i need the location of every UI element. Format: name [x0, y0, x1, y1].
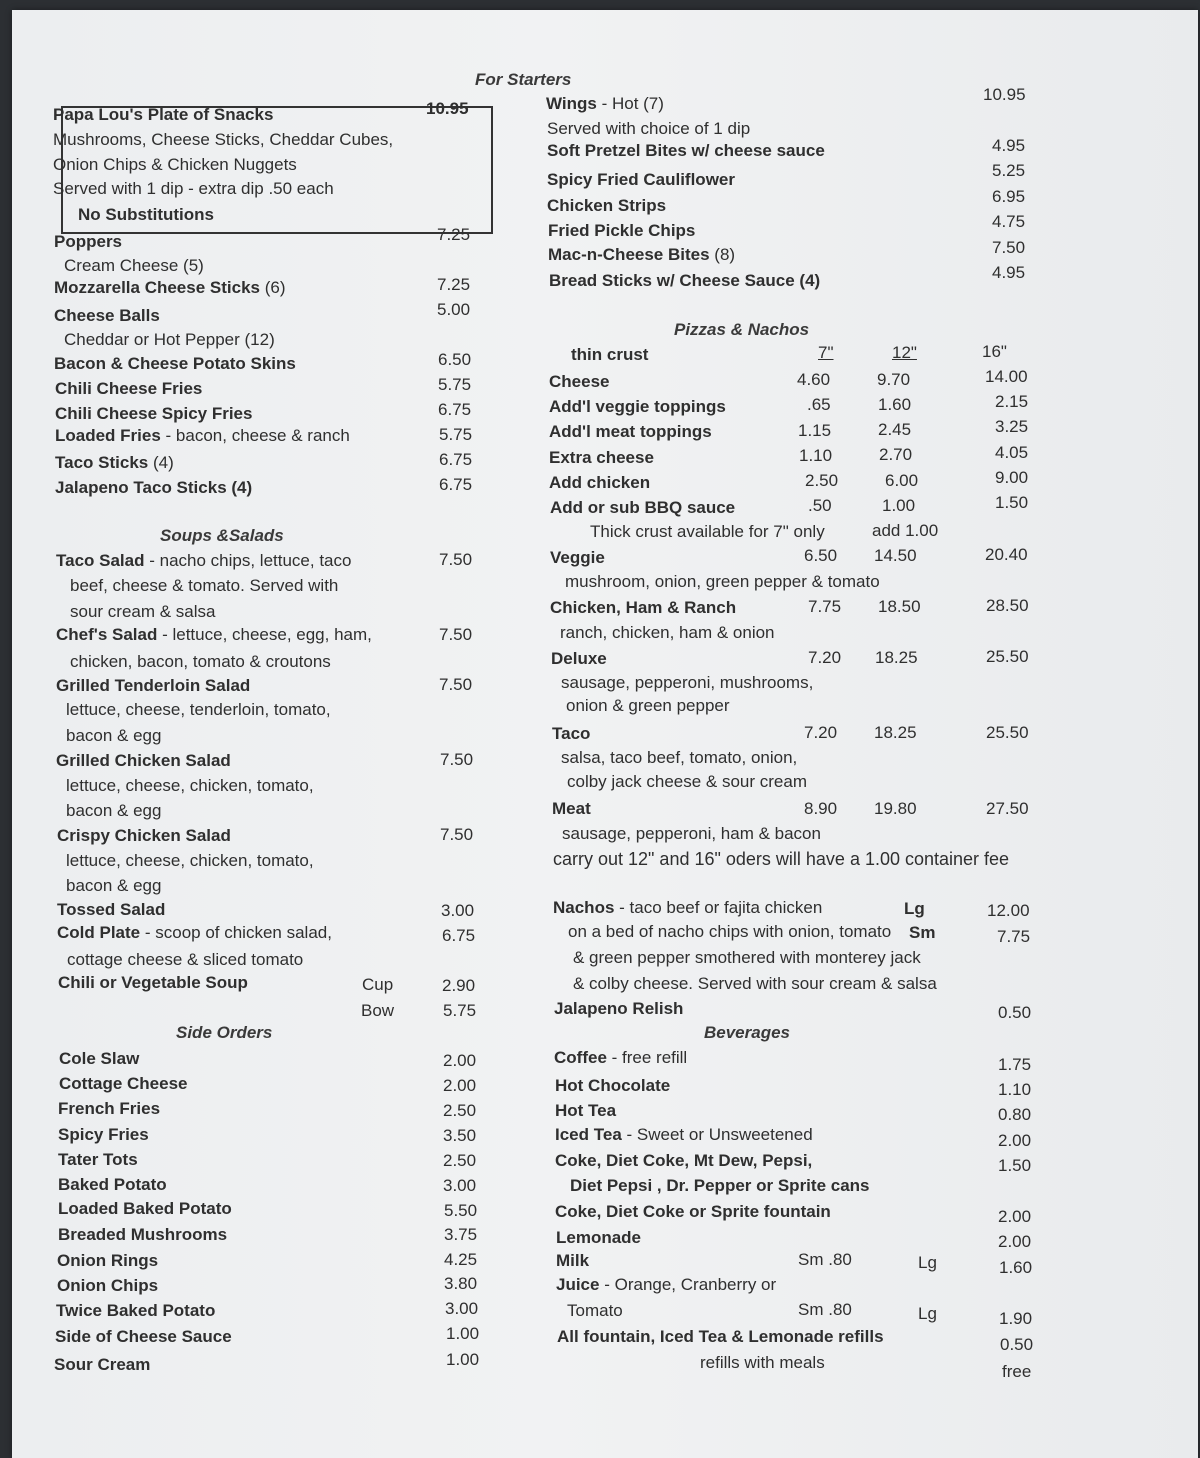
menu-item-price: 7.50 [992, 238, 1026, 257]
pizza-price-16: 25.50 [986, 647, 1029, 666]
salad-desc: bacon & egg [66, 876, 162, 895]
milk-sm-price: Sm .80 [798, 1250, 852, 1269]
nachos-desc: & green pepper smothered with monterey jack [573, 948, 921, 967]
beverage-item: Iced Tea - Sweet or Unsweetened [555, 1125, 813, 1144]
side-item: Cottage Cheese [59, 1074, 188, 1093]
side-orders-heading: Side Orders [176, 1023, 273, 1042]
for-starters-heading: For Starters [475, 70, 572, 89]
specialty-pizza-name: Chicken, Ham & Ranch [550, 598, 737, 617]
salad-price: 7.50 [440, 825, 474, 844]
refills-meals: refills with meals [700, 1353, 825, 1372]
side-price: 2.50 [443, 1151, 477, 1170]
side-price: 3.75 [444, 1225, 478, 1244]
pizza-row-name: Add chicken [549, 473, 651, 492]
menu-item-price: 6.75 [439, 475, 473, 494]
pizza-price-16: 1.50 [995, 493, 1029, 512]
pizza-price-12: 9.70 [877, 370, 911, 389]
salad-name: Crispy Chicken Salad [57, 826, 231, 845]
menu-item-name: Chili Cheese Spicy Fries [55, 404, 253, 423]
menu-item-name: Fried Pickle Chips [548, 221, 696, 240]
menu-item-name: Chicken Strips [547, 196, 667, 215]
combo-desc: Served with 1 dip - extra dip .50 each [53, 179, 334, 198]
pizza-price-12: 6.00 [885, 471, 919, 490]
menu-item-name: Loaded Fries - bacon, cheese & ranch [55, 426, 350, 445]
salad-price: 7.50 [439, 675, 473, 694]
pizza-row-name: Extra cheese [549, 448, 654, 467]
beverage-price: 0.80 [998, 1105, 1032, 1124]
side-item: Spicy Fries [58, 1125, 149, 1144]
pizza-price-16: 14.00 [985, 367, 1028, 386]
specialty-pizza-desc: sausage, pepperoni, mushrooms, [561, 673, 814, 692]
nachos-sm-label: Sm [909, 923, 936, 942]
milk-lg-label: Lg [918, 1253, 937, 1272]
salad-price: 3.00 [441, 901, 475, 920]
beverage-item: Coffee - free refill [554, 1048, 688, 1067]
side-price: 2.00 [443, 1051, 477, 1070]
pizza-price-12: 18.25 [874, 723, 917, 742]
side-item: Twice Baked Potato [56, 1301, 216, 1320]
menu-item-price: 6.50 [438, 350, 472, 369]
pizza-price-7: 7.20 [808, 648, 842, 667]
side-price: 1.00 [446, 1350, 480, 1369]
pizza-price-7: 6.50 [804, 546, 838, 565]
menu-item-price: 10.95 [983, 85, 1026, 104]
menu-item-price: 5.75 [438, 375, 472, 394]
specialty-pizza-desc: ranch, chicken, ham & onion [560, 623, 775, 642]
juice-lg-label: Lg [918, 1304, 937, 1323]
pizza-row-name: Add'l meat toppings [549, 422, 712, 441]
menu-item-name: Taco Sticks (4) [55, 453, 174, 472]
salad-name: Taco Salad - nacho chips, lettuce, taco [56, 551, 352, 570]
side-item: Onion Rings [57, 1251, 159, 1270]
soup-cup-label: Cup [362, 975, 394, 994]
salad-desc: chicken, bacon, tomato & croutons [70, 652, 331, 671]
juice-price: 1.90 [999, 1309, 1033, 1328]
pizza-price-12: 1.00 [882, 496, 916, 515]
nachos-name: Nachos - taco beef or fajita chicken [553, 898, 823, 917]
salad-price: 7.50 [439, 625, 473, 644]
menu-item-price: 7.25 [437, 275, 471, 294]
side-item: Side of Cheese Sauce [55, 1327, 232, 1346]
menu-item-price: 5.75 [439, 425, 473, 444]
salad-price: 7.50 [439, 550, 473, 569]
salad-desc: sour cream & salsa [70, 602, 216, 621]
side-item: Baked Potato [58, 1175, 167, 1194]
beverage-price: 2.00 [998, 1207, 1032, 1226]
side-price: 3.00 [443, 1176, 477, 1195]
menu-item-name: Poppers [54, 232, 123, 251]
side-item: Onion Chips [57, 1276, 159, 1295]
pizza-price-7: 8.90 [804, 799, 838, 818]
beverage-item: Coke, Diet Coke, Mt Dew, Pepsi, [555, 1151, 813, 1170]
specialty-pizza-desc: mushroom, onion, green pepper & tomato [565, 572, 880, 591]
beverage-price: 1.75 [998, 1055, 1032, 1074]
pizza-price-7: .65 [807, 395, 831, 414]
salad-name: Grilled Tenderloin Salad [56, 676, 251, 695]
beverage-price: 2.00 [998, 1232, 1032, 1251]
soup-name: Chili or Vegetable Soup [58, 973, 248, 992]
pizza-price-16: 4.05 [995, 443, 1029, 462]
menu-item-name: Mac-n-Cheese Bites (8) [548, 245, 736, 264]
beverage-item: Coke, Diet Coke or Sprite fountain [555, 1202, 831, 1221]
salad-name: Tossed Salad [57, 900, 166, 919]
salad-desc: beef, cheese & tomato. Served with [70, 576, 339, 595]
side-price: 3.80 [444, 1274, 478, 1293]
juice-desc: Tomato [567, 1301, 623, 1320]
pizza-crust-label: thin crust [571, 345, 649, 364]
specialty-pizza-name: Deluxe [551, 649, 607, 668]
menu-item-price: 6.75 [438, 400, 472, 419]
menu-item-name: Spicy Fried Cauliflower [547, 170, 735, 189]
beverage-item: Lemonade [556, 1228, 642, 1247]
pizza-price-16: 28.50 [986, 596, 1029, 615]
specialty-pizza-name: Veggie [550, 548, 605, 567]
side-item: Cole Slaw [59, 1049, 140, 1068]
carryout-note: carry out 12" and 16" oders will have a 1.00 container fee [553, 849, 1010, 869]
side-item: Breaded Mushrooms [58, 1225, 228, 1244]
pizza-row-name: Add or sub BBQ sauce [550, 498, 736, 517]
size-12-header: 12" [892, 343, 917, 362]
specialty-pizza-name: Taco [552, 724, 591, 743]
salad-name: Grilled Chicken Salad [56, 751, 231, 770]
side-item: Sour Cream [54, 1355, 151, 1374]
pizza-row-name: Cheese [549, 372, 610, 391]
pizza-price-16: 20.40 [985, 545, 1028, 564]
salad-desc: cottage cheese & sliced tomato [67, 950, 304, 969]
nachos-desc: & colby cheese. Served with sour cream & salsa [573, 974, 937, 993]
salad-name: Chef's Salad - lettuce, cheese, egg, ham, [56, 625, 372, 644]
beverage-price: 1.10 [998, 1080, 1032, 1099]
pizza-price-7: 2.50 [805, 471, 839, 490]
refills-meals-price: free [1002, 1362, 1032, 1381]
side-item: Tater Tots [58, 1150, 138, 1169]
side-price: 3.00 [445, 1299, 479, 1318]
salad-desc: bacon & egg [66, 726, 162, 745]
beverage-price: 2.00 [998, 1131, 1032, 1150]
side-price: 2.50 [443, 1101, 477, 1120]
size-16-header: 16" [982, 342, 1007, 361]
nachos-sm-price: 7.75 [997, 927, 1031, 946]
relish-name: Jalapeno Relish [554, 999, 684, 1018]
menu-item-price: 5.00 [437, 300, 471, 319]
salad-price: 6.75 [442, 926, 476, 945]
salad-name: Cold Plate - scoop of chicken salad, [57, 923, 332, 942]
pizza-price-12: 1.60 [878, 395, 912, 414]
menu-item-price: 6.95 [992, 187, 1026, 206]
combo-desc: Onion Chips & Chicken Nuggets [53, 155, 297, 174]
menu-item-desc: Cream Cheese (5) [64, 256, 204, 275]
menu-item-name: Chili Cheese Fries [55, 379, 203, 398]
nachos-desc: on a bed of nacho chips with onion, tomato [568, 922, 892, 941]
pizza-price-16: 25.50 [986, 723, 1029, 742]
side-price: 4.25 [444, 1250, 478, 1269]
side-price: 2.00 [443, 1076, 477, 1095]
specialty-pizza-desc: sausage, pepperoni, ham & bacon [562, 824, 821, 843]
milk-price: 1.60 [999, 1258, 1033, 1277]
menu-item-price: 6.75 [439, 450, 473, 469]
salad-desc: bacon & egg [66, 801, 162, 820]
menu-item-name: Bread Sticks w/ Cheese Sauce (4) [549, 271, 821, 290]
beverage-desc: Diet Pepsi , Dr. Pepper or Sprite cans [570, 1176, 870, 1195]
menu-item-name: Mozzarella Cheese Sticks (6) [54, 278, 286, 297]
pizza-price-16: 27.50 [986, 799, 1029, 818]
pizza-price-7: 1.10 [799, 446, 833, 465]
juice-sm-price: Sm .80 [798, 1300, 852, 1319]
pizza-price-12: 18.25 [875, 648, 918, 667]
side-item: Loaded Baked Potato [58, 1199, 232, 1218]
beverage-item: Hot Tea [555, 1101, 617, 1120]
specialty-pizza-desc: onion & green pepper [566, 696, 730, 715]
thick-crust-note: Thick crust available for 7" only [590, 522, 825, 541]
menu-item-price: 4.95 [992, 136, 1026, 155]
menu-item-name: Jalapeno Taco Sticks (4) [55, 478, 253, 497]
menu-item-price: 4.75 [992, 212, 1026, 231]
menu-item-desc: Cheddar or Hot Pepper (12) [64, 330, 275, 349]
beverage-price: 1.50 [998, 1156, 1032, 1175]
side-item: French Fries [58, 1099, 161, 1118]
pizza-price-16: 9.00 [995, 468, 1029, 487]
specialty-pizza-desc: salsa, taco beef, tomato, onion, [561, 748, 798, 767]
menu-item-price: 7.25 [437, 225, 471, 244]
pizza-price-7: 1.15 [798, 421, 832, 440]
specialty-pizza-desc: colby jack cheese & sour cream [567, 772, 807, 791]
nachos-lg-price: 12.00 [987, 901, 1030, 920]
menu-item-name: Cheese Balls [54, 306, 160, 325]
side-price: 3.50 [443, 1126, 477, 1145]
pizza-price-7: 7.20 [804, 723, 838, 742]
salad-price: 7.50 [440, 750, 474, 769]
thick-crust-price: add 1.00 [872, 521, 939, 540]
pizza-price-7: .50 [808, 496, 832, 515]
pizza-price-12: 2.70 [879, 445, 913, 464]
beverages-heading: Beverages [704, 1023, 791, 1042]
menu-item-price: 4.95 [992, 263, 1026, 282]
specialty-pizza-name: Meat [552, 799, 591, 818]
size-7-header: 7" [818, 343, 834, 362]
side-price: 1.00 [446, 1324, 480, 1343]
soups-salads-heading: Soups &Salads [160, 526, 284, 545]
menu-item-desc: Served with choice of 1 dip [547, 119, 751, 138]
combo-name: Papa Lou's Plate of Snacks [53, 105, 274, 124]
menu-item-price: 5.25 [992, 161, 1026, 180]
soup-bowl-label: Bow [361, 1001, 395, 1020]
pizza-price-12: 14.50 [874, 546, 917, 565]
side-price: 5.50 [444, 1201, 478, 1220]
pizza-price-7: 7.75 [808, 597, 842, 616]
beverage-item: Hot Chocolate [555, 1076, 671, 1095]
pizza-price-7: 4.60 [797, 370, 831, 389]
pizza-price-12: 2.45 [878, 420, 912, 439]
pizza-price-16: 2.15 [995, 392, 1029, 411]
pizza-price-12: 19.80 [874, 799, 917, 818]
refills-item: All fountain, Iced Tea & Lemonade refills [557, 1327, 884, 1346]
nachos-lg-label: Lg [904, 899, 925, 918]
juice-item: Juice - Orange, Cranberry or [556, 1275, 777, 1294]
menu-item-name: Wings - Hot (7) [546, 94, 664, 113]
relish-price: 0.50 [998, 1003, 1032, 1022]
salad-desc: lettuce, cheese, chicken, tomato, [66, 776, 314, 795]
menu-page [12, 10, 1198, 1458]
salad-desc: lettuce, cheese, tenderloin, tomato, [66, 700, 331, 719]
combo-price: 10.95 [426, 99, 469, 118]
pizzas-nachos-heading: Pizzas & Nachos [674, 320, 810, 339]
pizza-price-16: 3.25 [995, 417, 1029, 436]
soup-bowl-price: 5.75 [443, 1001, 477, 1020]
menu-item-name: Bacon & Cheese Potato Skins [54, 354, 296, 373]
menu-item-name: Soft Pretzel Bites w/ cheese sauce [547, 141, 825, 160]
salad-desc: lettuce, cheese, chicken, tomato, [66, 851, 314, 870]
combo-note: No Substitutions [78, 205, 214, 224]
refills-price: 0.50 [1000, 1335, 1034, 1354]
pizza-price-12: 18.50 [878, 597, 921, 616]
milk-item: Milk [556, 1251, 590, 1270]
combo-desc: Mushrooms, Cheese Sticks, Cheddar Cubes, [53, 130, 394, 149]
soup-cup-price: 2.90 [442, 976, 476, 995]
pizza-row-name: Add'l veggie toppings [549, 397, 726, 416]
